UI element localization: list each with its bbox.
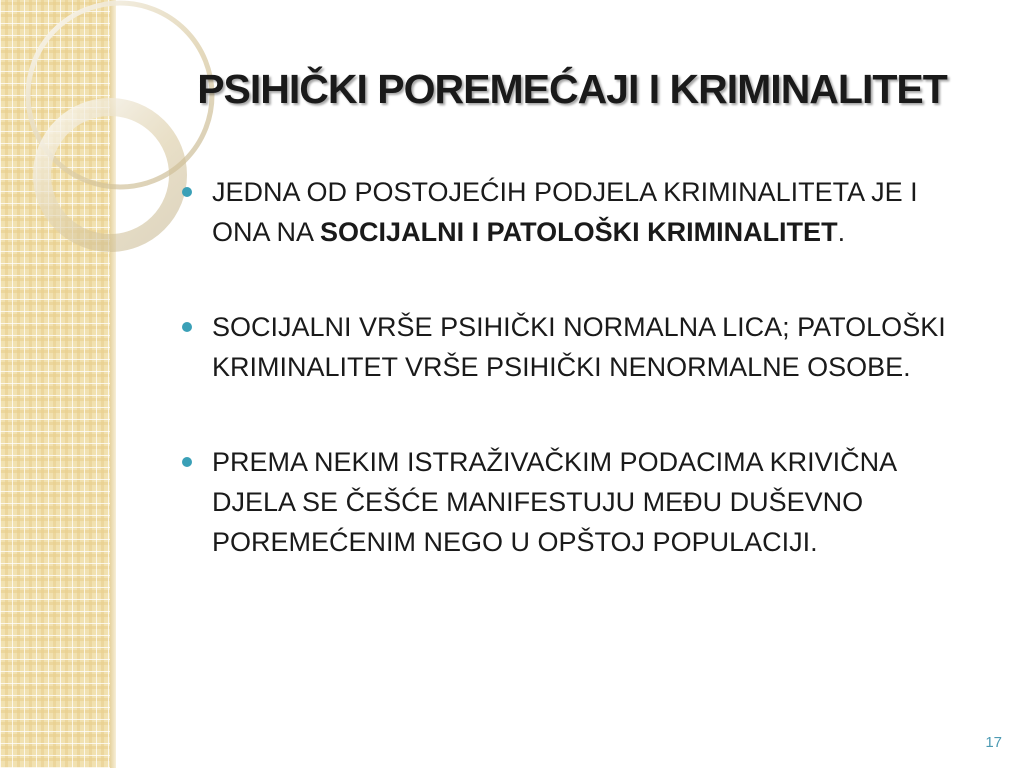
bullet-bold-text: SOCIJALNI I PATOLOŠKI KRIMINALITET	[320, 217, 838, 247]
bullet-item	[182, 172, 982, 252]
page-number: 17	[985, 734, 1002, 751]
bullet-item	[182, 307, 982, 387]
decorative-ring-small	[42, 107, 178, 243]
bullet-item	[182, 442, 982, 562]
bullet-text: SOCIJALNI VRŠE PSIHIČKI NORMALNA LICA; PATOLOŠKI KRIMINALITET VRŠE PSIHIČKI NENORMALNE OSOBE.	[212, 312, 946, 382]
bullet-list	[182, 172, 982, 617]
bullet-icon	[182, 187, 192, 197]
bullet-icon	[182, 457, 192, 467]
slide-title: PSIHIČKI POREMEĆAJI I KRIMINALITET	[197, 66, 947, 112]
bullet-text-end: .	[837, 217, 846, 247]
bullet-text: JEDNA OD POSTOJEĆIH PODJELA KRIMINALITETA JE I ONA NA	[212, 177, 918, 247]
bullet-icon	[182, 322, 192, 332]
bullet-text: PREMA NEKIM ISTRAŽIVAČKIM PODACIMA KRIVIČNA DJELA SE ČEŠĆE MANIFESTUJU MEĐU DUŠEVNO POREMEĆENIM NEGO U OPŠTOJ POPULACIJI.	[212, 447, 896, 557]
